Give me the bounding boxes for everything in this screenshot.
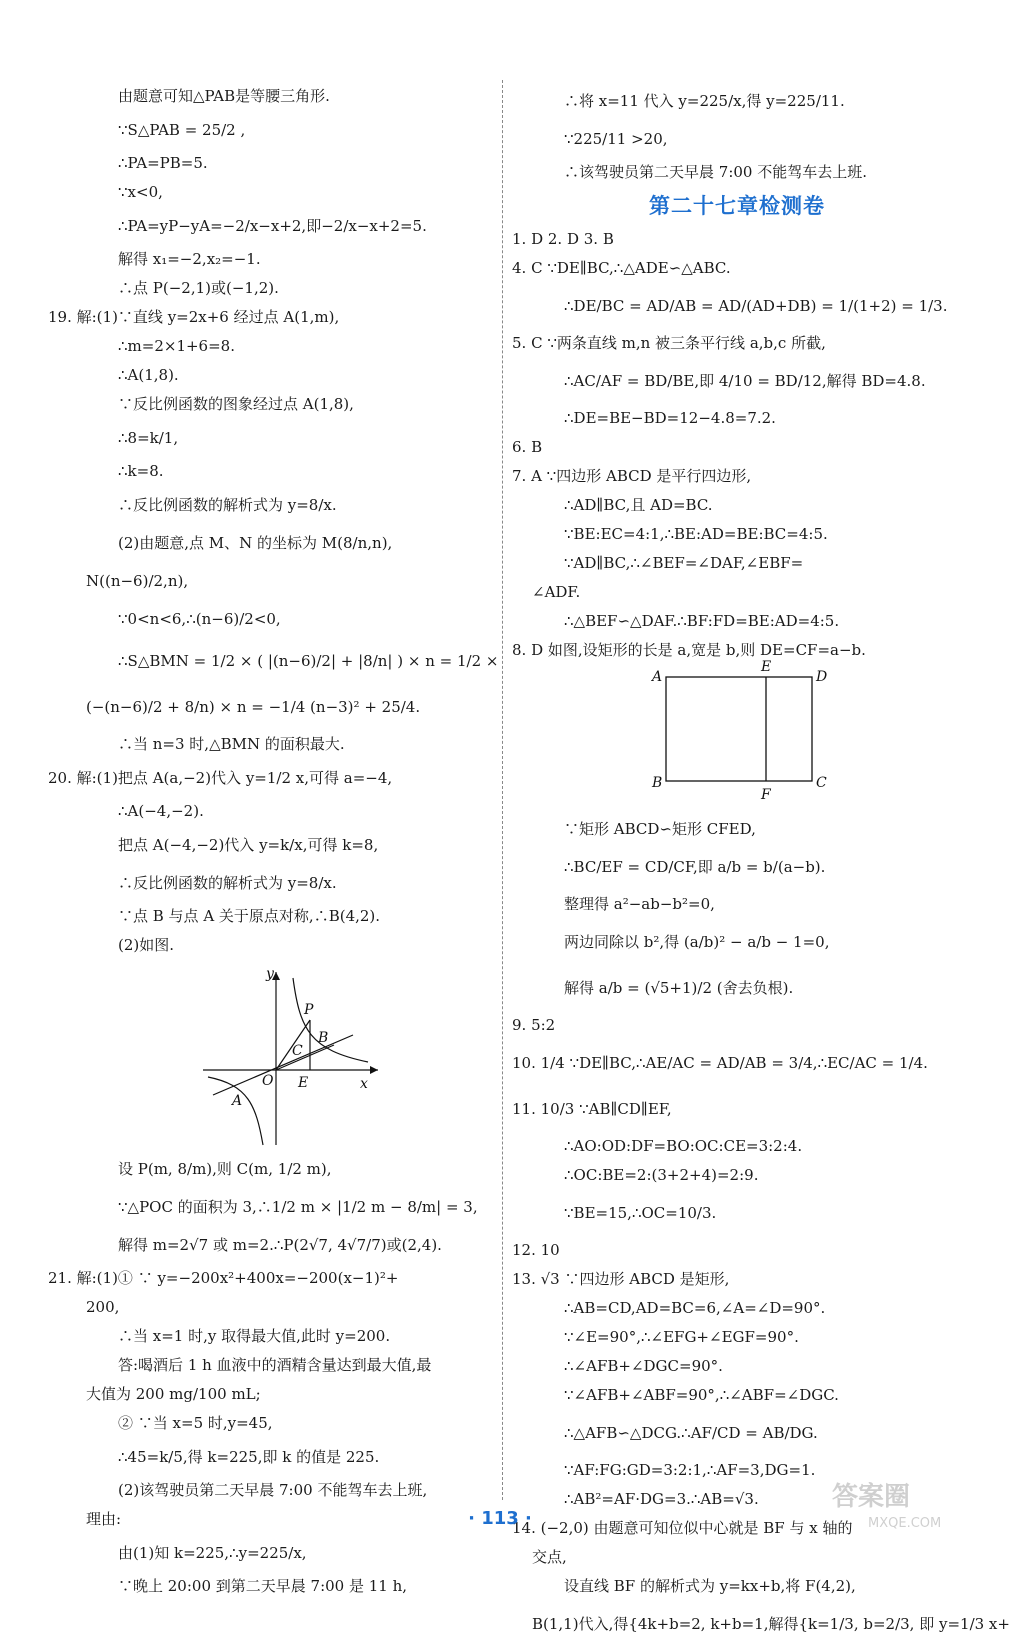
watermark-text: 答案圈 xyxy=(832,1482,911,1512)
point-label-P: P xyxy=(304,1002,314,1018)
text-line: ∴该驾驶员第二天早晨 7:00 不能驾车去上班. xyxy=(564,163,867,181)
text-line: 答:喝酒后 1 h 血液中的酒精含量达到最大值,最 xyxy=(118,1356,432,1374)
answer-line: 5. C ∵两条直线 m,n 被三条平行线 a,b,c 所截, xyxy=(512,334,826,352)
text-line: 200, xyxy=(86,1298,120,1316)
answer-line: 9. 5:2 xyxy=(512,1016,556,1034)
text-line: ∵∠AFB+∠ABF=90°,∴∠ABF=∠DGC. xyxy=(564,1386,839,1404)
text-line: ∵BE=15,∴OC=10/3. xyxy=(564,1204,717,1222)
point-label-B: B xyxy=(318,1030,329,1046)
rect-label-C: C xyxy=(816,775,827,791)
text-line: 设直线 BF 的解析式为 y=kx+b,将 F(4,2), xyxy=(564,1577,856,1595)
text-line: ∴点 P(−2,1)或(−1,2). xyxy=(118,279,279,297)
text-line: 解得 m=2√7 或 m=2.∴P(2√7, 4√7/7)或(2,4). xyxy=(118,1236,442,1254)
text-line: ∴DE/BC = AD/AB = AD/(AD+DB) = 1/(1+2) = 1/3. xyxy=(564,297,948,315)
text-line: ∴将 x=11 代入 y=225/x,得 y=225/11. xyxy=(564,92,845,110)
text-line: ∵△POC 的面积为 3,∴1/2 m × |1/2 m − 8/m| = 3, xyxy=(118,1198,478,1216)
text-line: ∵晚上 20:00 到第二天早晨 7:00 是 11 h, xyxy=(118,1577,408,1595)
text-line: N((n−6)/2,n), xyxy=(86,572,189,590)
text-line: ∵矩形 ABCD∽矩形 CFED, xyxy=(564,820,756,838)
answer-line: 8. D 如图,设矩形的长是 a,宽是 b,则 DE=CF=a−b. xyxy=(512,641,866,659)
text-line: 大值为 200 mg/100 mL; xyxy=(86,1385,261,1403)
rect-label-D: D xyxy=(816,669,828,685)
text-line: ∴OC:BE=2:(3+2+4)=2:9. xyxy=(564,1166,759,1184)
text-line: ∵BE:EC=4:1,∴BE:AD=BE:BC=4:5. xyxy=(564,525,828,543)
text-line: ∴BC/EF = CD/CF,即 a/b = b/(a−b). xyxy=(564,858,826,876)
point-label-O: O xyxy=(262,1073,274,1089)
text-line: ∠ADF. xyxy=(532,583,581,601)
text-line: ∵点 B 与点 A 关于原点对称,∴B(4,2). xyxy=(118,907,381,925)
point-label-E: E xyxy=(298,1075,309,1091)
text-line: 交点, xyxy=(532,1548,567,1566)
column-divider xyxy=(502,80,503,1500)
rect-label-E: E xyxy=(761,659,772,675)
text-line: ∴DE=BE−BD=12−4.8=7.2. xyxy=(564,409,776,427)
text-line: ∵0<n<6,∴(n−6)/2<0, xyxy=(118,610,281,628)
text-line: ∵AF:FG:GD=3:2:1,∴AF=3,DG=1. xyxy=(564,1461,816,1479)
text-line: ∴AO:OD:DF=BO:OC:CE=3:2:4. xyxy=(564,1137,803,1155)
text-line: ∴8=k/1, xyxy=(118,429,179,447)
problem-19-heading: 19. 解:(1)∵直线 y=2x+6 经过点 A(1,m), xyxy=(48,308,340,326)
problem-20-heading: 20. 解:(1)把点 A(a,−2)代入 y=1/2 x,可得 a=−4, xyxy=(48,769,393,787)
text-line: ∴PA=PB=5. xyxy=(118,154,208,172)
text-line: ∵225/11 >20, xyxy=(564,130,668,148)
answer-line: 4. C ∵DE∥BC,∴△ADE∽△ABC. xyxy=(512,259,731,277)
answer-line: 14. (−2,0) 由题意可知位似中心就是 BF 与 x 轴的 xyxy=(512,1519,853,1537)
hyperbola-figure xyxy=(48,960,496,1150)
rect-label-F: F xyxy=(761,787,771,803)
text-line: ∵S△PAB = 25/2 , xyxy=(118,121,246,139)
page-number: · 113 · xyxy=(468,1508,532,1529)
text-line: ② ∵当 x=5 时,y=45, xyxy=(118,1414,273,1432)
rect-label-A: A xyxy=(652,669,663,685)
text-line: ∴S△BMN = 1/2 × ( |(n−6)/2| + |8/n| ) × n = 1/2 × xyxy=(118,652,499,670)
text-line: ∴△BEF∽△DAF.∴BF:FD=BE:AD=4:5. xyxy=(564,612,840,630)
text-line: ∴AD∥BC,且 AD=BC. xyxy=(564,496,713,514)
text-line: 由(1)知 k=225,∴y=225/x, xyxy=(118,1544,307,1562)
text-line: 整理得 a²−ab−b²=0, xyxy=(564,895,715,913)
text-line: ∴△AFB∽△DCG.∴AF/CD = AB/DG. xyxy=(564,1424,818,1442)
text-line: ∴AB=CD,AD=BC=6,∠A=∠D=90°. xyxy=(564,1299,826,1317)
text-line: ∴反比例函数的解析式为 y=8/x. xyxy=(118,496,337,514)
text-line: ∵∠E=90°,∴∠EFG+∠EGF=90°. xyxy=(564,1328,799,1346)
watermark-logo xyxy=(828,1473,988,1533)
answer-line: 6. B xyxy=(512,438,543,456)
right-column xyxy=(512,82,1010,1647)
text-line: ∴当 x=1 时,y 取得最大值,此时 y=200. xyxy=(118,1327,391,1345)
text-line: (2)如图. xyxy=(118,936,175,954)
watermark-url: MXQE.COM xyxy=(868,1516,942,1531)
text-line: ∵x<0, xyxy=(118,183,163,201)
text-line: 由题意可知△PAB是等腰三角形. xyxy=(118,87,330,105)
answer-line: 11. 10/3 ∵AB∥CD∥EF, xyxy=(512,1100,672,1118)
rectangle-figure xyxy=(512,659,962,815)
problem-21-heading: 21. 解:(1)① ∵ y=−200x²+400x=−200(x−1)²+ xyxy=(48,1269,399,1287)
text-line: 理由: xyxy=(86,1510,122,1528)
text-line: B(1,1)代入,得{4k+b=2, k+b=1,解得{k=1/3, b=2/3, 即 y=1/3 x+ xyxy=(532,1615,1010,1633)
text-line: ∴反比例函数的解析式为 y=8/x. xyxy=(118,874,337,892)
point-label-A: A xyxy=(232,1093,243,1109)
answer-line: 1. D 2. D 3. B xyxy=(512,230,614,248)
text-line: ∴k=8. xyxy=(118,462,164,480)
answer-line: 13. √3 ∵四边形 ABCD 是矩形, xyxy=(512,1270,730,1288)
rect-label-B: B xyxy=(652,775,663,791)
answer-line: 10. 1/4 ∵DE∥BC,∴AE/AC = AD/AB = 3/4,∴EC/AC = 1/4. xyxy=(512,1054,928,1072)
axis-label-y: y xyxy=(266,966,274,982)
answer-line: 12. 10 xyxy=(512,1241,560,1259)
text-line: 两边同除以 b²,得 (a/b)² − a/b − 1=0, xyxy=(564,933,830,951)
text-line: ∴AB²=AF·DG=3.∴AB=√3. xyxy=(564,1490,759,1508)
text-line: (2)该驾驶员第二天早晨 7:00 不能驾车去上班, xyxy=(118,1481,428,1499)
text-line: ∴m=2×1+6=8. xyxy=(118,337,235,355)
text-line: 解得 x₁=−2,x₂=−1. xyxy=(118,250,261,268)
axis-label-x: x xyxy=(360,1076,368,1092)
text-line: ∴A(1,8). xyxy=(118,366,179,384)
text-line: ∴A(−4,−2). xyxy=(118,802,204,820)
point-label-C: C xyxy=(292,1043,303,1059)
text-line: ∵反比例函数的图象经过点 A(1,8), xyxy=(118,395,354,413)
text-line: ∵AD∥BC,∴∠BEF=∠DAF,∠EBF= xyxy=(564,554,804,572)
text-line: ∴PA=yP−yA=−2/x−x+2,即−2/x−x+2=5. xyxy=(118,217,427,235)
left-column xyxy=(48,82,499,1601)
text-line: 解得 a/b = (√5+1)/2 (舍去负根). xyxy=(564,979,794,997)
section-title: 第二十七章检测卷 xyxy=(649,194,825,218)
text-line: (2)由题意,点 M、N 的坐标为 M(8/n,n), xyxy=(118,534,393,552)
text-line: 设 P(m, 8/m),则 C(m, 1/2 m), xyxy=(118,1160,332,1178)
answer-line: 7. A ∵四边形 ABCD 是平行四边形, xyxy=(512,467,752,485)
text-line: ∴当 n=3 时,△BMN 的面积最大. xyxy=(118,735,345,753)
text-line: ∴AC/AF = BD/BE,即 4/10 = BD/12,解得 BD=4.8. xyxy=(564,372,926,390)
rectangle-diagram xyxy=(512,659,962,815)
text-line: ∴45=k/5,得 k=225,即 k 的值是 225. xyxy=(118,1448,380,1466)
text-line: ∴∠AFB+∠DGC=90°. xyxy=(564,1357,723,1375)
hyperbola-graph xyxy=(48,960,496,1150)
text-line: 把点 A(−4,−2)代入 y=k/x,可得 k=8, xyxy=(118,836,379,854)
text-line: (−(n−6)/2 + 8/n) × n = −1/4 (n−3)² + 25/4. xyxy=(86,698,421,716)
